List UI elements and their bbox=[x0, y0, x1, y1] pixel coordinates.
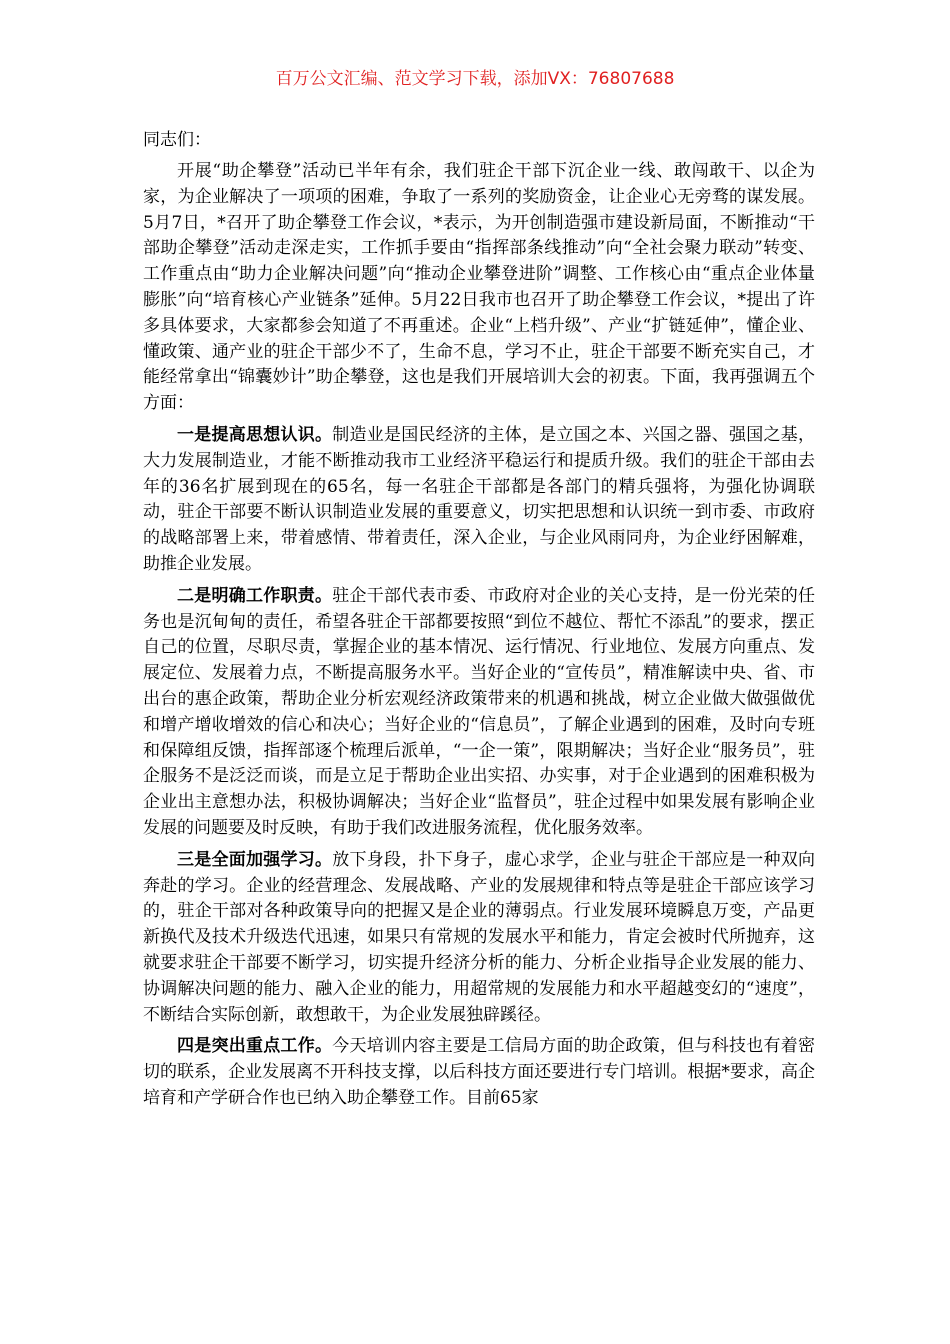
section-2-heading: 二是明确工作职责。 bbox=[177, 585, 333, 606]
section-4-body: 今天培训内容主要是工信局方面的助企政策，但与科技也有着密切的联系，企业发展离不开科技支撑，以后科技方面还要进行专门培训。根据*要求，高企培育和产学研合作也已纳入助企攀登工作。目前65家 bbox=[143, 1036, 815, 1108]
intro-paragraph: 开展“助企攀登”活动已半年有余，我们驻企干部下沉企业一线、敢闯敢干、以企为家，为企业解决了一项项的困难，争取了一系列的奖励资金，让企业心无旁骛的谋发展。5月7日，*召开了助企攀登工作会议，*表示，为开创制造强市建设新局面，不断推动“干部助企攀登”活动走深走实，工作抓手要由“指挥部条线推动”向“全社会聚力联动”转变、工作重点由“助力企业解决问题”向“推动企业攀登进阶”调整、工作核心由“重点企业体量膨胀”向“培育核心产业链条”延伸。5月22日我市也召开了助企攀登工作会议，*提出了许多具体要求，大家都参会知道了不再重述。企业“上档升级”、产业“扩链延伸”，懂企业、懂政策、通产业的驻企干部少不了，生命不息，学习不止，驻企干部要不断充实自己，才能经常拿出“锦囊妙计”助企攀登，这也是我们开展培训大会的初衷。下面，我再强调五个方面： bbox=[143, 161, 815, 414]
section-3-heading: 三是全面加强学习。 bbox=[177, 849, 333, 870]
section-2-body: 驻企干部代表市委、市政府对企业的关心支持，是一份光荣的任务也是沉甸甸的责任，希望各驻企干部都要按照“到位不越位、帮忙不添乱”的要求，摆正自己的位置，尽职尽责，掌握企业的基本情况、运行情况、行业地位、发展方向重点、发展定位、发展着力点，不断提高服务水平。当好企业的“宣传员”，精准解读中央、省、市出台的惠企政策，帮助企业分析宏观经济政策带来的机遇和挑战，树立企业做大做强做优和增产增收增效的信心和决心；当好企业的“信息员”，了解企业遇到的困难，及时向专班和保障组反馈，指挥部逐个梳理后派单，“一企一策”，限期解决；当好企业“服务员”，驻企服务不是泛泛而谈，而是立足于帮助企业出实招、办实事，对于企业遇到的困难积极为企业出主意想办法，积极协调解决；当好企业“监督员”，驻企过程中如果发展有影响企业发展的问题要及时反映，有助于我们改进服务流程，优化服务效率。 bbox=[143, 585, 815, 838]
section-1-body: 制造业是国民经济的主体，是立国之本、兴国之器、强国之基，大力发展制造业，才能不断推动我市工业经济平稳运行和提质升级。我们的驻企干部由去年的36名扩展到现在的65名，每一名驻企干部都是各部门的精兵强将，为强化协调联动，驻企干部要不断认识制造业发展的重要意义，切实把思想和认识统一到市委、市政府的战略部署上来，带着感情、带着责任，深入企业，与企业风雨同舟，为企业纾困解难，助推企业发展。 bbox=[143, 424, 815, 574]
section-1-heading: 一是提高思想认识。 bbox=[177, 424, 333, 445]
section-4-heading: 四是突出重点工作。 bbox=[177, 1036, 333, 1057]
section-2-paragraph bbox=[143, 584, 815, 842]
document-body bbox=[143, 127, 815, 1118]
section-1-paragraph bbox=[143, 423, 815, 578]
section-4-paragraph bbox=[143, 1034, 815, 1111]
section-3-body: 放下身段，扑下身子，虚心求学，企业与驻企干部应是一种双向奔赴的学习。企业的经营理念、发展战略、产业的发展规律和特点等是驻企干部应该学习的，驻企干部对各种政策导向的把握又是企业的薄弱点。行业发展环境瞬息万变，产品更新换代及技术升级迭代迅速，如果只有常规的发展水平和能力，肯定会被时代所抛弃，这就要求驻企干部要不断学习，切实提升经济分析的能力、分析企业指导企业发展的能力、协调解决问题的能力、融入企业的能力，用超常规的发展能力和水平超越变幻的“速度”，不断结合实际创新，敢想敢干，为企业发展独辟蹊径。 bbox=[143, 849, 815, 1025]
watermark-header: 百万公文汇编、范文学习下载，添加VX：76807688 bbox=[275, 69, 675, 89]
section-3-paragraph bbox=[143, 848, 815, 1029]
salutation: 同志们： bbox=[143, 130, 211, 150]
